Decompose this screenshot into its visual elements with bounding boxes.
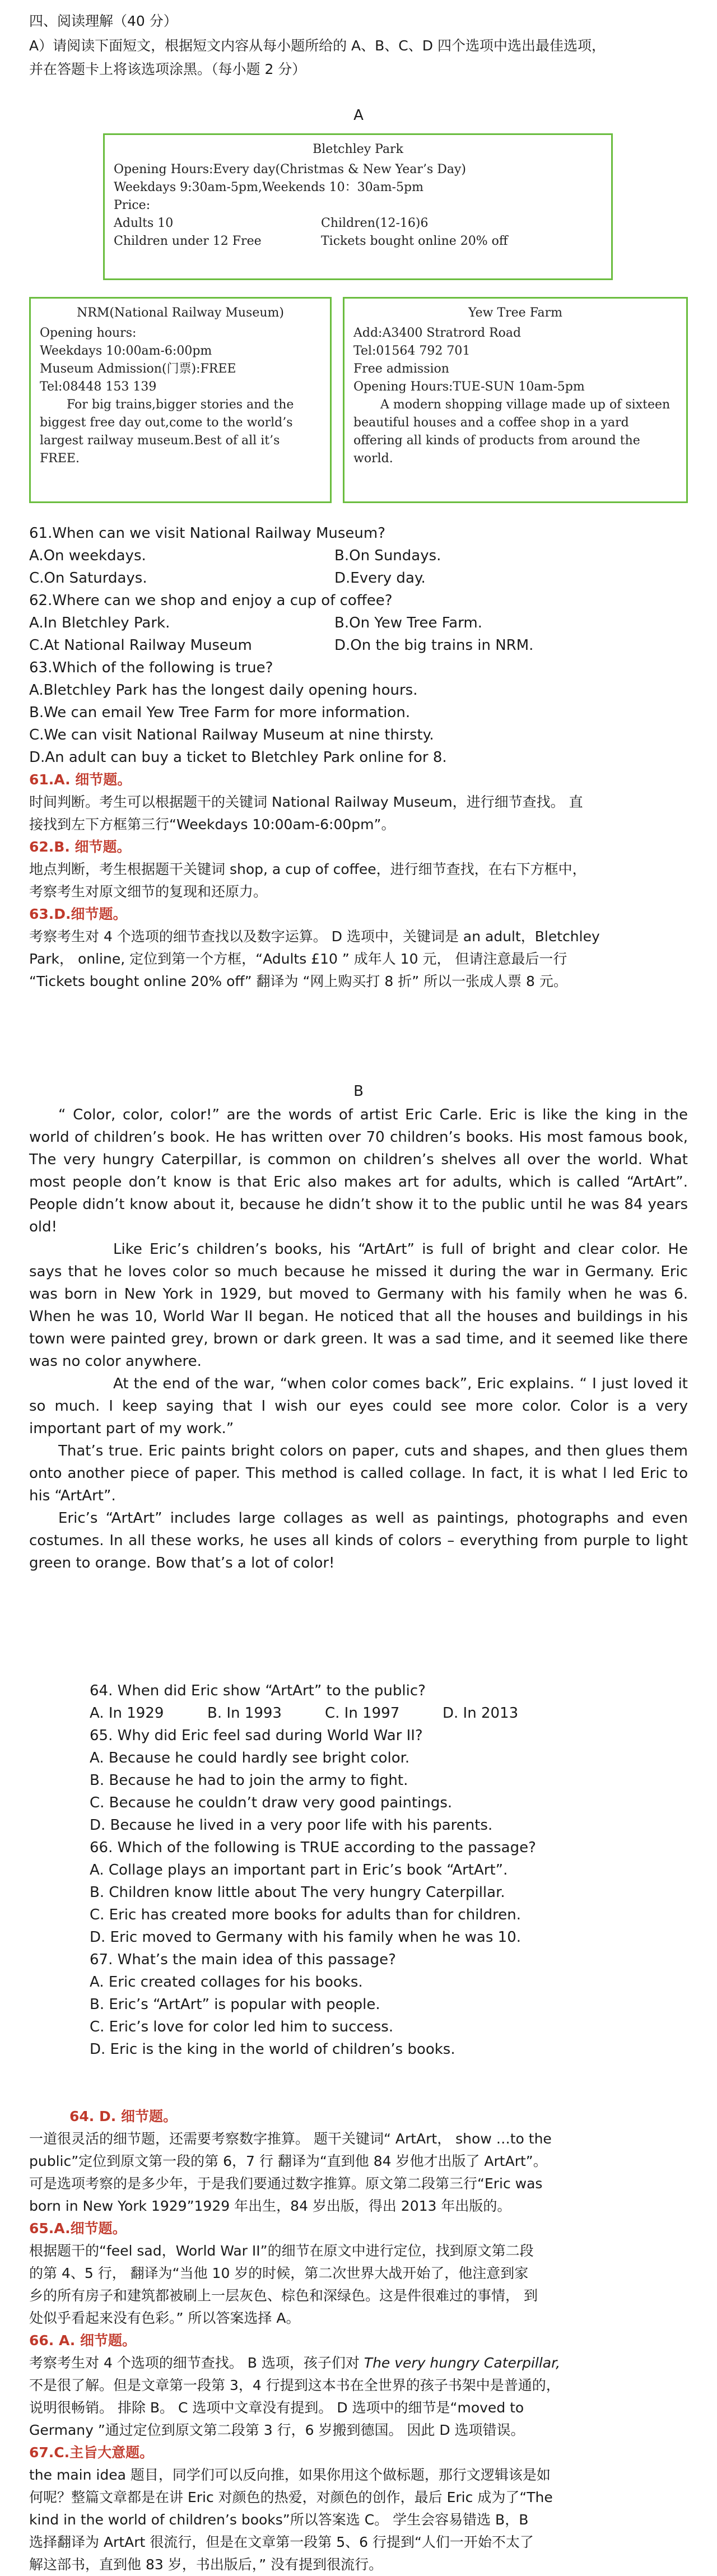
q67-option-a: A. Eric created collages for his books. [90,1974,363,1991]
q61-option-b: B.On Sundays. [334,547,441,564]
q63-stem: 63.Which of the following is true? [29,659,273,676]
answer-63-line-1: 考察考生对 4 个选项的细节查找以及数字运算。 D 选项中，关键词是 an adult，Bletchley [29,928,600,945]
q62-stem: 62.Where can we shop and enjoy a cup of coffee? [29,592,393,609]
q62-option-b: B.On Yew Tree Farm. [334,615,483,631]
answer-67-line-3: kind in the world of children’s books”所以答案选 C。 学生会容易错选 B，B [29,2512,529,2528]
bletchley-park-box [103,133,613,280]
answer-66-line-1-text: 考察考生对 4 个选项的细节查找。 B 选项，孩子们对 [29,2355,364,2371]
q66-stem: 66. Which of the following is TRUE according to the passage? [90,1839,536,1856]
passage-b-paragraph-4: That’s true. Eric paints bright colors on paper, cuts and shapes, and then glues them onto another piece of paper. This method is called collage. In fact, it is what l led Eric to his “ArtArt”. [29,1443,688,1504]
q66-option-a: A. Collage plays an important part in Eric’s book “ArtArt”. [90,1862,508,1878]
answer-62-line-2: 考察考生对原文细节的复现和还原力。 [29,884,268,900]
q66-option-b: B. Children know little about The very hungry Caterpillar. [90,1884,505,1901]
passage-b-paragraph-1: “ Color, color, color!” are the words of artist Eric Carle. Eric is like the king in the world of children’s book. He has written over 70 children’s books. His most famous book, The very hungry Caterpillar, is common on children’s shelves all over the world. What most people don’t know is that Eric also makes art for adults, which is called “ArtArt”. People didn’t know about it, because he didn’t show it to the public until he was 84 years old! [29,1106,688,1235]
answer-66-line-1 [29,2352,688,2374]
bletchley-title: Bletchley Park [313,142,403,156]
answer-66-book-title: The very hungry Caterpillar, [364,2355,561,2371]
q65-option-a: A. Because he could hardly see bright color. [90,1750,410,1766]
q61-option-c: C.On Saturdays. [29,570,147,587]
answer-65-line-3: 乡的所有房子和建筑都被刷上一层灰色、棕色和深绿色。这是件很难过的事情， 到 [29,2287,538,2304]
answer-66-label: 66. A. 细节题。 [29,2332,137,2349]
answer-65-line-2: 的第 4、5 行， 翻译为“当他 10 岁的时候，第二次世界大战开始了，他注意到家 [29,2265,529,2281]
q62-option-d: D.On the big trains in NRM. [334,637,534,654]
q62-option-c: C.At National Railway Museum [29,637,252,654]
answer-64-line-1: 一道很灵活的细节题，还需要考察数字推算。 题干关键词“ ArtArt， show …to the [29,2131,552,2147]
q63-option-c: C.We can visit National Railway Museum at nine thirsty. [29,727,434,743]
answer-63-line-2: Park， online, 定位到第一个方框，“Adults £10 ” 成年人 10 元， 但请注意最后一行 [29,951,567,967]
answer-64-label: 64. D. 细节题。 [69,2108,177,2124]
yew-tel: Tel:01564 792 701 [353,344,471,358]
q64-option-a: A. In 1929 [90,1705,164,1722]
answer-63-line-3: “Tickets bought online 20% off” 翻译为 “网上购买打 8 折” 所以一张成人票 8 元。 [29,973,567,989]
q63-option-a: A.Bletchley Park has the longest daily opening hours. [29,682,418,699]
answer-67-line-5: 解这部书，直到他 83 岁，书出版后，” 没有提到很流行。 [29,2556,383,2573]
bletchley-under12-price: Children under 12 Free [114,234,262,248]
answer-62-line-1: 地点判断，考生根据题干关键词 shop, a cup of coffee，进行细节查找，在右下方框中， [29,861,586,877]
answer-61-line-2: 接找到左下方框第三行“Weekdays 10:00am-6:00pm”。 [29,816,395,833]
q67-option-b: B. Eric’s “ArtArt” is popular with people. [90,1996,380,2013]
q65-option-b: B. Because he had to join the army to fight. [90,1772,408,1789]
q66-option-d: D. Eric moved to Germany with his family when he was 10. [90,1929,521,1946]
yew-address: Add:A3400 Stratrord Road [353,326,522,340]
answer-63-label: 63.D.细节题。 [29,906,127,922]
q65-option-c: C. Because he couldn’t draw very good paintings. [90,1794,453,1811]
q67-option-d: D. Eric is the king in the world of children’s books. [90,2041,455,2058]
q64-option-d: D. In 2013 [443,1705,519,1722]
q63-option-d: D.An adult can buy a ticket to Bletchley Park online for 8. [29,749,447,766]
answers-64-67 [29,2105,688,2576]
yew-tree-farm-box [343,297,688,503]
q64-stem: 64. When did Eric show “ArtArt” to the public? [90,1682,426,1699]
nrm-box [29,297,332,503]
nrm-description: For big trains,bigger stories and the biggest free day out,come to the world’s largest railway museum.Best of all it’s FREE. [40,398,294,466]
instructions-line-1: A）请阅读下面短文，根据短文内容从每小题所给的 A、B、C、D 四个选项中选出最佳选项， [29,38,606,54]
answer-67-line-2: 何呢？整篇文章都是在讲 Eric 对颜色的热爱，对颜色的创作，最后 Eric 成为了“The [29,2489,553,2505]
q64-option-c: C. In 1997 [325,1705,400,1722]
bletchley-price-label: Price: [114,198,151,212]
q66-option-c: C. Eric has created more books for adults than for children. [90,1907,522,1923]
passage-b-paragraph-3: At the end of the war, “when color comes back”, Eric explains. “ I just loved it so much. I keep saying that I wish our eyes could see more color. Color is a very important part of my work.” [29,1375,688,1437]
passage-b-paragraph-5: Eric’s “ArtArt” includes large collages as well as paintings, photographs and even costumes. In all these works, he uses all kinds of colors – everything from purple to light green to orange. Bow that’s a lot of color! [29,1510,688,1571]
q61-option-a: A.On weekdays. [29,547,146,564]
answer-64-line-2: public”定位到原文第一段的第 6，7 行 翻译为“直到他 84 岁他才出版了 ArtArt”。 [29,2153,547,2169]
answer-65-label: 65.A.细节题。 [29,2220,127,2236]
answer-65-line-4: 处似乎看起来没有色彩。” 所以答案选择 A。 [29,2310,300,2326]
q65-option-d: D. Because he lived in a very poor life with his parents. [90,1817,493,1834]
answer-67-line-1: the main idea 题目，同学们可以反向推，如果你用这个做标题，那行文逻辑该是如 [29,2467,551,2483]
answer-66-line-4: Germany ”通过定位到原文第二段第 3 行，6 岁搬到德国。 因此 D 选项错误。 [29,2422,525,2438]
answer-66-line-2: 不是很了解。但是文章第一段第 3，4 行提到这本书在全世界的孩子书架中是普通的， [29,2377,560,2393]
bletchley-adults-price: Adults 10 [114,216,174,230]
yew-hours: Opening Hours:TUE-SUN 10am-5pm [353,380,585,394]
answer-64-line-4: born in New York 1929”1929 年出生，84 岁出版，得出 2013 年出版的。 [29,2198,511,2214]
q67-stem: 67. What’s the main idea of this passage? [90,1951,396,1968]
questions-64-67 [29,1680,688,2061]
passage-a-label: A [353,107,364,124]
section-title: 四、阅读理解（40 分） [29,13,178,29]
yew-description: A modern shopping village made up of sixteen beautiful houses and a coffee shop in a yard offering all kinds of products from around the world. [353,398,671,466]
bletchley-weekdays: Weekdays 9:30am-5pm,Weekends 10：30am-5pm [114,180,423,194]
passage-b-label: B [353,1083,364,1100]
instructions-line-2: 并在答题卡上将该选项涂黑。（每小题 2 分） [29,61,306,77]
q65-stem: 65. Why did Eric feel sad during World War II? [90,1727,423,1744]
answer-67-line-4: 选择翻译为 ArtArt 很流行，但是在文章第一段第 5、6 行提到“人们一开始不太了 [29,2534,534,2550]
q62-option-a: A.In Bletchley Park. [29,615,170,631]
q64-option-b: B. In 1993 [207,1705,282,1722]
answer-61-line-1: 时间判断。考生可以根据题干的关键词 National Railway Museum，进行细节查找。 直 [29,794,583,810]
bletchley-hours: Opening Hours:Every day(Christmas & New Year’s Day) [114,162,466,176]
q61-option-d: D.Every day. [334,570,426,587]
yew-title: Yew Tree Farm [468,306,562,320]
bletchley-online-discount: Tickets bought online 20% off [321,234,508,248]
answer-64-line-3: 可是选项考察的是多少年，于是我们要通过数字推算。原文第二段第三行“Eric was [29,2175,543,2192]
q63-option-b: B.We can email Yew Tree Farm for more information. [29,704,411,721]
nrm-admission: Museum Admission(门票):FREE [40,362,236,376]
answer-67-label: 67.C.主旨大意题。 [29,2444,154,2461]
nrm-weekdays: Weekdays 10:00am-6:00pm [40,344,212,358]
answer-61-label: 61.A. 细节题。 [29,771,132,788]
yew-admission: Free admission [353,362,449,376]
bletchley-children-price: Children(12-16)6 [321,216,429,230]
nrm-hours-label: Opening hours: [40,326,137,340]
questions-61-63 [29,522,688,993]
nrm-title: NRM(National Railway Museum) [77,306,284,320]
q67-option-c: C. Eric’s love for color led him to success. [90,2019,394,2035]
answer-62-label: 62.B. 细节题。 [29,839,131,855]
q61-stem: 61.When can we visit National Railway Museum? [29,525,385,542]
answer-66-line-3: 说明很畅销。 排除 B。 C 选项中文章没有提到。 D 选项中的细节是“moved to [29,2400,524,2416]
passage-b [29,1104,688,1574]
answer-65-line-1: 根据题干的“feel sad，World War II”的细节在原文中进行定位，找到原文第二段 [29,2243,534,2259]
nrm-tel: Tel:08448 153 139 [40,380,157,394]
passage-b-paragraph-2: Like Eric’s children’s books, his “ArtArt” is full of bright and clear color. He says that he loves color so much because he missed it during the war in Germany. Eric was born in New York in 1929, but moved to Germany with his family when he was 6. When he was 10, World War II began. He noticed that all the houses and buildings in his town were painted grey, brown or dark green. It was a sad time, and it seemed like there was no color anywhere. [29,1241,688,1370]
